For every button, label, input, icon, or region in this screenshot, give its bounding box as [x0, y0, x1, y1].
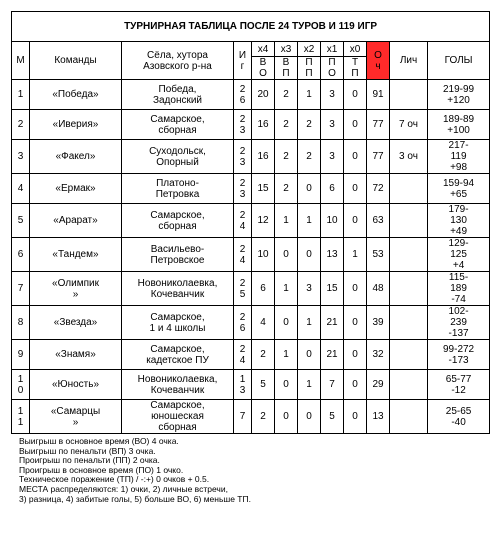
row-vp: 1: [275, 272, 298, 306]
row-personal: [390, 340, 428, 370]
row-villages: Самарское, юношеская сборная: [122, 400, 234, 434]
header-stat-po: П О: [321, 57, 344, 80]
row-points: 13: [367, 400, 390, 434]
row-goals: 99-272 -173: [428, 340, 490, 370]
row-tp: 0: [344, 272, 367, 306]
header-team: Команды: [30, 42, 122, 80]
row-villages: Самарское, 1 и 4 школы: [122, 306, 234, 340]
row-personal: [390, 80, 428, 110]
row-team: «Тандем»: [30, 238, 122, 272]
row-games: 7: [234, 400, 252, 434]
row-po: 3: [321, 80, 344, 110]
row-tp: 0: [344, 370, 367, 400]
row-vp: 0: [275, 400, 298, 434]
row-po: 13: [321, 238, 344, 272]
row-place: 1 0: [12, 370, 30, 400]
note-line: Выигрыш в основное время (ВО) 4 очка.: [19, 436, 179, 446]
row-points: 39: [367, 306, 390, 340]
row-tp: 0: [344, 340, 367, 370]
table-row: [12, 238, 490, 272]
row-vp: 1: [275, 204, 298, 238]
row-place: 4: [12, 174, 30, 204]
row-pp: 1: [298, 204, 321, 238]
row-goals: 115- 189 -74: [428, 272, 490, 306]
row-games: 2 3: [234, 140, 252, 174]
row-vo: 5: [252, 370, 275, 400]
row-games: 2 4: [234, 340, 252, 370]
row-pp: 2: [298, 110, 321, 140]
row-games: 2 6: [234, 306, 252, 340]
note-line: Проигрыш по пенальти (ПП) 2 очка.: [19, 455, 160, 466]
header-mult-x3: х3: [275, 42, 298, 57]
row-pp: 0: [298, 238, 321, 272]
row-vp: 2: [275, 80, 298, 110]
table-title: ТУРНИРНАЯ ТАБЛИЦА ПОСЛЕ 24 ТУРОВ И 119 ИГР: [12, 12, 490, 42]
row-vo: 16: [252, 110, 275, 140]
row-games: 2 6: [234, 80, 252, 110]
row-goals: 25-65 -40: [428, 400, 490, 434]
row-place: 5: [12, 204, 30, 238]
row-vp: 2: [275, 174, 298, 204]
row-goals: 65-77 -12: [428, 370, 490, 400]
row-team: «Знамя»: [30, 340, 122, 370]
header-mult-x1: х1: [321, 42, 344, 57]
standings-table: [11, 11, 490, 434]
row-villages: Победа, Задонский: [122, 80, 234, 110]
row-points: 32: [367, 340, 390, 370]
row-vo: 2: [252, 340, 275, 370]
header-row-1: [12, 42, 490, 57]
row-pp: 1: [298, 306, 321, 340]
row-team: «Юность»: [30, 370, 122, 400]
row-personal: [390, 174, 428, 204]
row-goals: 219-99 +120: [428, 80, 490, 110]
row-points: 63: [367, 204, 390, 238]
tournament-page: [11, 11, 489, 504]
note-line: МЕСТА распределяются: 1) очки, 2) личные встречи,: [19, 483, 228, 494]
row-team: «Звезда»: [30, 306, 122, 340]
row-vo: 20: [252, 80, 275, 110]
row-place: 8: [12, 306, 30, 340]
row-team: «Арарат»: [30, 204, 122, 238]
header-place: М: [12, 42, 30, 80]
row-points: 48: [367, 272, 390, 306]
row-points: 72: [367, 174, 390, 204]
row-personal: [390, 204, 428, 238]
row-villages: Васильево- Петровское: [122, 238, 234, 272]
row-pp: 0: [298, 174, 321, 204]
header-stat-tp: Т П: [344, 57, 367, 80]
table-row: [12, 306, 490, 340]
row-po: 21: [321, 306, 344, 340]
row-vo: 16: [252, 140, 275, 174]
row-po: 10: [321, 204, 344, 238]
row-personal: [390, 400, 428, 434]
row-pp: 0: [298, 340, 321, 370]
table-row: [12, 340, 490, 370]
header-points: О ч: [367, 42, 390, 80]
table-row: [12, 400, 490, 434]
row-place: 1: [12, 80, 30, 110]
row-goals: 129- 125 +4: [428, 238, 490, 272]
row-villages: Новониколаевка, Кочеванчик: [122, 370, 234, 400]
row-vo: 4: [252, 306, 275, 340]
row-games: 1 3: [234, 370, 252, 400]
note-line: Выигрыш по пенальти (ВП) 3 очка.: [19, 445, 156, 456]
row-tp: 0: [344, 80, 367, 110]
table-row: [12, 80, 490, 110]
row-place: 1 1: [12, 400, 30, 434]
row-tp: 1: [344, 238, 367, 272]
row-games: 2 3: [234, 110, 252, 140]
header-goals: ГОЛЫ: [428, 42, 490, 80]
row-pp: 0: [298, 400, 321, 434]
header-stat-pp: П П: [298, 57, 321, 80]
row-tp: 0: [344, 110, 367, 140]
row-goals: 179- 130 +49: [428, 204, 490, 238]
row-games: 2 3: [234, 174, 252, 204]
row-villages: Суходольск, Опорный: [122, 140, 234, 174]
row-place: 9: [12, 340, 30, 370]
row-team: «Ермак»: [30, 174, 122, 204]
row-vp: 1: [275, 340, 298, 370]
row-personal: [390, 306, 428, 340]
row-vo: 6: [252, 272, 275, 306]
row-po: 3: [321, 110, 344, 140]
row-team: «Факел»: [30, 140, 122, 174]
row-villages: Новониколаевка, Кочеванчик: [122, 272, 234, 306]
row-goals: 102- 239 -137: [428, 306, 490, 340]
row-villages: Самарское, кадетское ПУ: [122, 340, 234, 370]
row-po: 6: [321, 174, 344, 204]
row-tp: 0: [344, 400, 367, 434]
row-personal: 7 оч: [390, 110, 428, 140]
row-vp: 0: [275, 238, 298, 272]
row-games: 2 4: [234, 204, 252, 238]
row-tp: 0: [344, 140, 367, 174]
header-mult-x4: х4: [252, 42, 275, 57]
row-vp: 0: [275, 306, 298, 340]
row-team: «Иверия»: [30, 110, 122, 140]
row-personal: 3 оч: [390, 140, 428, 174]
row-team: «Самарцы »: [30, 400, 122, 434]
row-games: 2 5: [234, 272, 252, 306]
row-team: «Олимпик »: [30, 272, 122, 306]
row-po: 21: [321, 340, 344, 370]
row-villages: Платоно- Петровка: [122, 174, 234, 204]
row-pp: 1: [298, 370, 321, 400]
row-vp: 2: [275, 110, 298, 140]
row-place: 7: [12, 272, 30, 306]
table-row: [12, 140, 490, 174]
row-goals: 189-89 +100: [428, 110, 490, 140]
rules-notes: [11, 437, 489, 504]
header-villages: Сёла, хутора Азовского р-на: [122, 42, 234, 80]
row-personal: [390, 238, 428, 272]
row-po: 3: [321, 140, 344, 174]
note-line: Проигрыш в основное время (ПО) 1 очко.: [19, 464, 184, 475]
row-villages: Самарское, сборная: [122, 204, 234, 238]
table-row: [12, 174, 490, 204]
row-pp: 1: [298, 80, 321, 110]
row-vo: 15: [252, 174, 275, 204]
header-personal: Лич: [390, 42, 428, 80]
row-points: 29: [367, 370, 390, 400]
note-line: 3) разница, 4) забитые голы, 5) больше ВО, 6) меньше ТП.: [19, 493, 251, 504]
row-vo: 2: [252, 400, 275, 434]
row-pp: 3: [298, 272, 321, 306]
row-personal: [390, 370, 428, 400]
row-points: 77: [367, 110, 390, 140]
header-stat-vo: В О: [252, 57, 275, 80]
row-goals: 217- 119 +98: [428, 140, 490, 174]
row-place: 3: [12, 140, 30, 174]
table-row: [12, 110, 490, 140]
row-personal: [390, 272, 428, 306]
header-stat-vp: В П: [275, 57, 298, 80]
row-points: 53: [367, 238, 390, 272]
row-po: 7: [321, 370, 344, 400]
header-mult-x0: х0: [344, 42, 367, 57]
row-po: 5: [321, 400, 344, 434]
row-pp: 2: [298, 140, 321, 174]
row-place: 2: [12, 110, 30, 140]
row-tp: 0: [344, 306, 367, 340]
row-games: 2 4: [234, 238, 252, 272]
table-row: [12, 272, 490, 306]
row-vp: 0: [275, 370, 298, 400]
table-row: [12, 370, 490, 400]
row-vo: 12: [252, 204, 275, 238]
row-points: 91: [367, 80, 390, 110]
note-line: Техническое поражение (ТП) / -:+) 0 очков + 0.5.: [19, 474, 210, 485]
row-points: 77: [367, 140, 390, 174]
row-tp: 0: [344, 204, 367, 238]
row-vo: 10: [252, 238, 275, 272]
header-mult-x2: х2: [298, 42, 321, 57]
header-games: И г: [234, 42, 252, 80]
row-goals: 159-94 +65: [428, 174, 490, 204]
row-place: 6: [12, 238, 30, 272]
row-po: 15: [321, 272, 344, 306]
row-tp: 0: [344, 174, 367, 204]
table-row: [12, 204, 490, 238]
row-team: «Победа»: [30, 80, 122, 110]
row-vp: 2: [275, 140, 298, 174]
row-villages: Самарское, сборная: [122, 110, 234, 140]
